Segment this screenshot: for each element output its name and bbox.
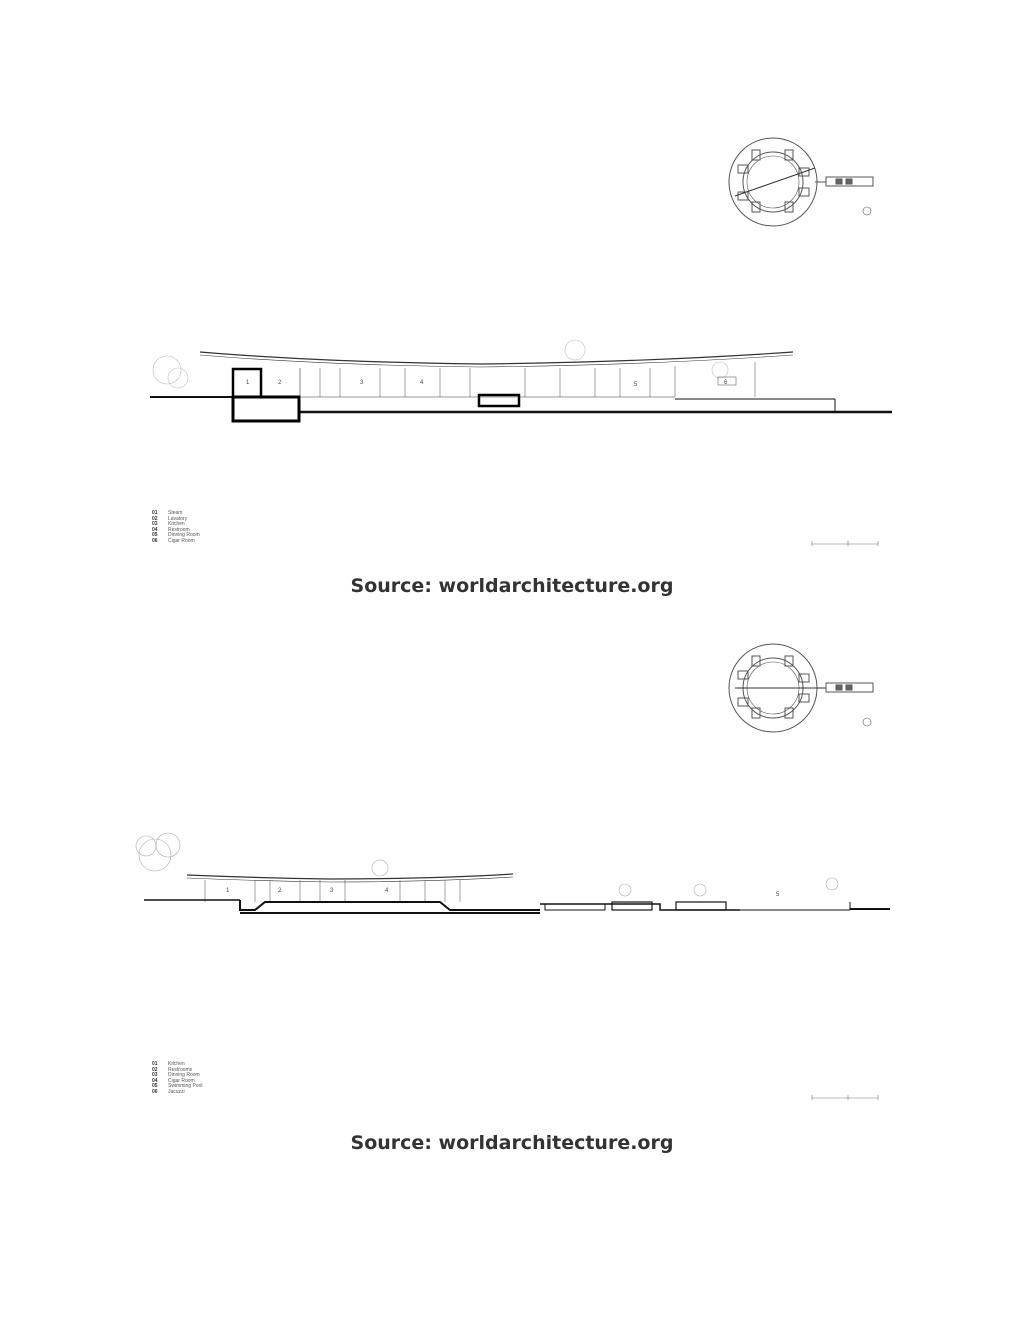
section-drawing-1: [0, 0, 1024, 560]
legend-number: 04: [152, 1077, 158, 1084]
source-caption-2: Source: worldarchitecture.org: [350, 1132, 674, 1154]
legend-number: 02: [152, 1066, 158, 1073]
ground-lines-2: [144, 900, 890, 913]
legend-2: [152, 1062, 202, 1096]
legend-label: Dinning Room: [168, 532, 200, 539]
scale-bar-1: [812, 541, 878, 546]
room-label: 2: [278, 888, 282, 894]
legend-label: Restroom: [168, 526, 190, 533]
room-label: 1: [226, 888, 230, 894]
section-drawing-2: [0, 640, 1024, 1110]
room-label: 5: [634, 382, 638, 388]
trees-2: [136, 833, 838, 896]
legend-number: 06: [152, 537, 158, 544]
legend-label: Restrooms: [168, 1066, 193, 1073]
legend-label: Kitchen: [168, 521, 185, 528]
legend-1: [152, 511, 200, 545]
legend-number: 03: [152, 1072, 158, 1079]
roof-1: [200, 352, 793, 367]
legend-label: Jacuzzi: [168, 1088, 185, 1095]
section-drawing-2-svg: [0, 640, 1024, 1110]
legend-number: 01: [152, 1061, 158, 1067]
room-label: 4: [385, 888, 389, 894]
room-label: 5: [776, 892, 780, 898]
legend-label: Cigar Room: [168, 1077, 195, 1084]
room-label: 4: [420, 380, 424, 386]
legend-number: 01: [152, 510, 158, 516]
roof-2: [187, 874, 513, 882]
key-plan-2: [729, 644, 873, 732]
legend-label: Dinning Room: [168, 1072, 200, 1079]
section-drawing-1-svg: [0, 0, 1024, 560]
room-label: 2: [278, 380, 282, 386]
legend-label: Cigar Room: [168, 537, 195, 544]
legend-label: Swimming Pool: [168, 1083, 203, 1090]
room-label: 3: [330, 888, 334, 894]
legend-number: 06: [152, 1088, 158, 1095]
source-caption-1: Source: worldarchitecture.org: [350, 575, 674, 597]
legend-number: 02: [152, 515, 158, 522]
room-label: 3: [360, 380, 364, 386]
room-label: 6: [724, 380, 728, 386]
trees-1: [153, 340, 728, 388]
scale-bar-2: [812, 1095, 878, 1100]
legend-number: 03: [152, 521, 158, 528]
legend-label: Lavatory: [168, 515, 188, 522]
legend-number: 05: [152, 1083, 158, 1090]
legend-label: Steam: [168, 510, 183, 516]
legend-label: Kitchen: [168, 1061, 185, 1067]
facade-1: [300, 362, 755, 397]
ground-lines-1: [150, 397, 892, 412]
legend-number: 05: [152, 532, 158, 539]
legend-number: 04: [152, 526, 158, 533]
room-label: 1: [246, 380, 250, 386]
key-plan-1: [729, 138, 873, 226]
